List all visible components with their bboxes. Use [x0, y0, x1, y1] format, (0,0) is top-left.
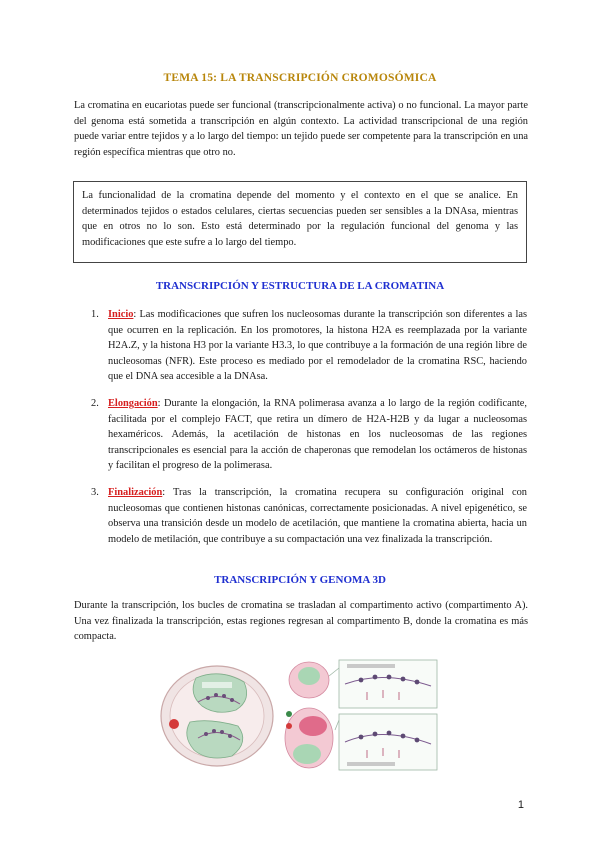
page-title: TEMA 15: LA TRANSCRIPCIÓN CROMOSÓMICA	[163, 72, 437, 84]
step-text: : Durante la elongación, la RNA polimerasa avanza a lo largo de la región codificante, facilitada por el complejo FACT, que retira un dímero de H2A-H2B y da lugar a nucleosomas hexaméricos. Además, la acetilación de histonas en los nucleosomas de las regiones transcripcionales es esencial para la acción de chaperonas que remodelan los octámeros de histonas y facilitan el progreso de la polimerasa.	[108, 398, 527, 472]
section-heading-chromatin: TRANSCRIPCIÓN Y ESTRUCTURA DE LA CROMATINA	[155, 280, 445, 292]
page-number: 1	[517, 799, 524, 811]
step-number: 3.	[91, 487, 99, 498]
nucleus-compartment-figure	[158, 660, 276, 768]
step-label-elongacion: Elongación	[108, 398, 158, 409]
step-label-finalizacion: Finalización	[108, 487, 163, 498]
step-number: 2.	[91, 398, 99, 409]
intro-paragraph: La cromatina en eucariotas puede ser funcional (transcripcionalmente activa) o no funcional. La mayor parte del genoma está sometida a transcripción en algún contexto. La actividad transcripcional de una región puede variar entre tejidos y a lo largo del tiempo: un tejido puede ser competente para la transcripción en una región específica mientras que otro no.	[74, 100, 528, 158]
compartment-transition-figure	[283, 656, 441, 774]
section-heading-genome-3d: TRANSCRIPCIÓN Y GENOMA 3D	[214, 574, 386, 586]
highlight-box	[73, 181, 527, 263]
step-label-inicio: Inicio	[108, 309, 134, 320]
list-item-step-2	[91, 396, 527, 474]
step-number: 1.	[91, 309, 99, 320]
step-text: : Tras la transcripción, la cromatina recupera su configuración original con nucleosomas que contienen histonas canónicas, correctamente posicionadas. A nivel epigenético, se observa una transición desde un modelo de acetilación, que mantiene la cromatina abierta, hacia un modelo de metilación, que contribuye a su compactación una vez finalizada la transcripción.	[108, 487, 527, 545]
step-text: : Las modificaciones que sufren los nucleosomas durante la transcripción son diferentes a las que ocurren en la replicación. En los promotores, la histona H2A es reemplazada por la variante H2A.Z, y la histona H3 por la variante H3.3, lo que contribuye a la formación de una región libre de nucleosomas (NFR). Este proceso es mediado por el remodelador de la cromatina RSC, haciendo que el DNA sea accesible a la DNAsa.	[108, 309, 527, 383]
highlight-box-text: La funcionalidad de la cromatina depende del momento y el contexto en el que se analice. En determinados tejidos o estados celulares, ciertas secuencias pueden ser sensibles a la DNAsa, mientras que en otros no lo son. Esto está determinado por la regulación funcional del genoma y las modificaciones que este sufre a lo largo del tiempo.	[82, 190, 518, 248]
list-item-step-1	[91, 307, 527, 385]
list-item-step-3	[91, 485, 527, 547]
genome3d-paragraph: Durante la transcripción, los bucles de cromatina se trasladan al compartimento activo (compartimento A). Una vez finalizada la transcripción, estas regiones regresan al compartimento B, donde la cromatina es más compacta.	[74, 600, 528, 643]
